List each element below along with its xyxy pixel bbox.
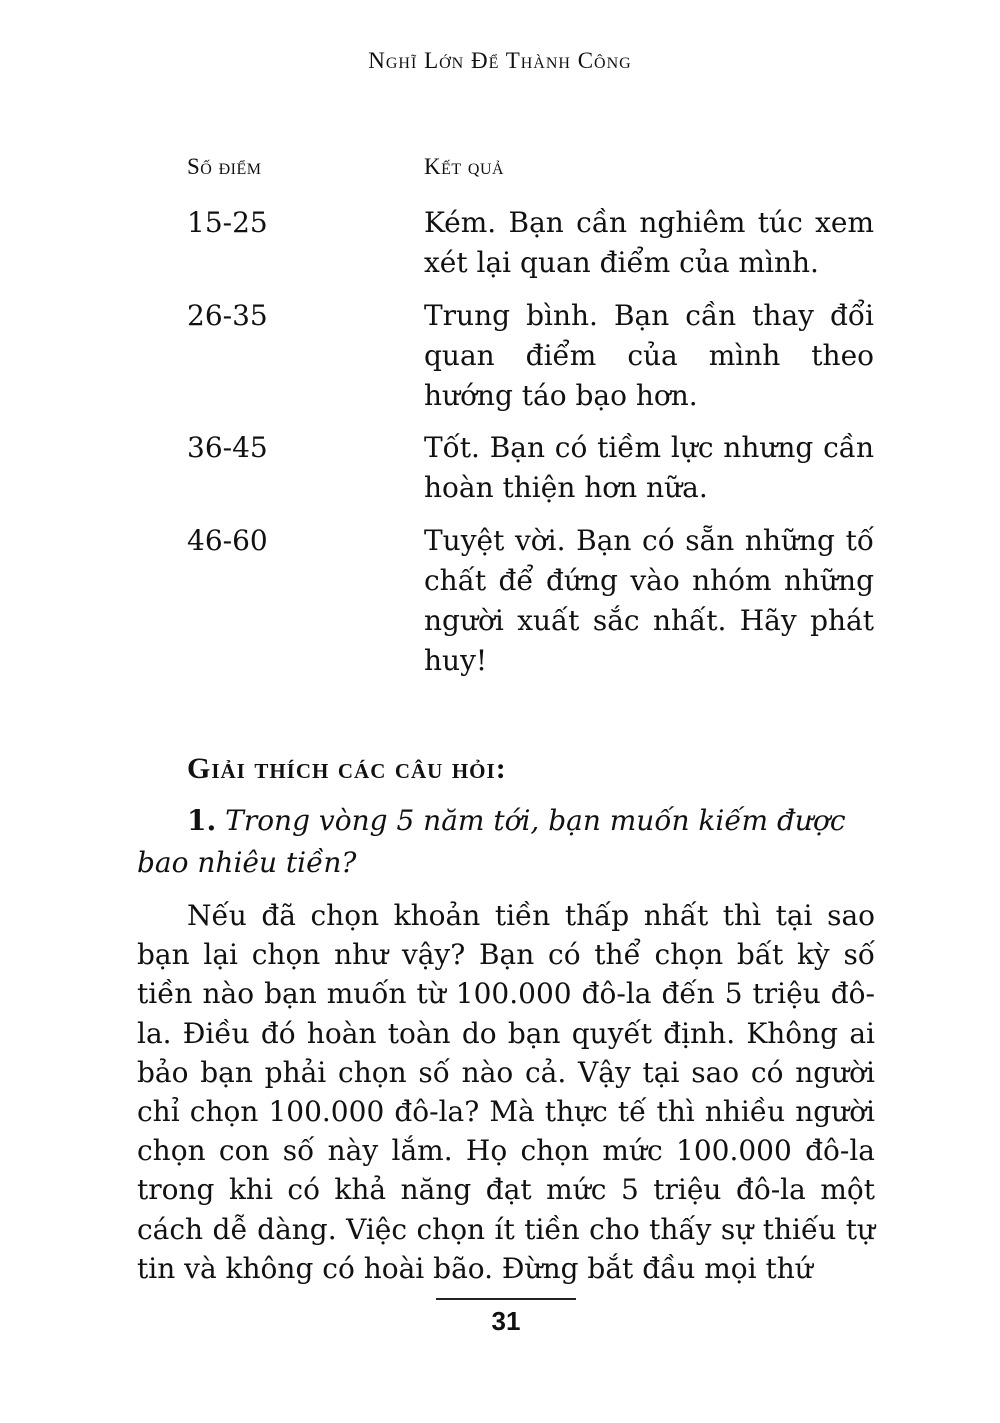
question-number: 1. bbox=[187, 804, 217, 837]
footer-divider bbox=[436, 1298, 576, 1300]
score-range: 46-60 bbox=[187, 524, 268, 557]
question-text: Trong vòng 5 năm tới, bạn muốn kiếm được bao nhiêu tiền? bbox=[137, 804, 846, 879]
score-result: Tuyệt vời. Bạn có sẵn những tố chất để đứng vào nhóm những người xuất sắc nhất. Hãy phát huy! bbox=[424, 524, 874, 677]
result-column-header: Kết quả bbox=[424, 154, 505, 179]
question-1 bbox=[137, 800, 875, 884]
score-range: 36-45 bbox=[187, 431, 268, 464]
score-result: Kém. Bạn cần nghiêm túc xem xét lại quan điểm của mình. bbox=[424, 206, 874, 279]
body-paragraph: Nếu đã chọn khoản tiền thấp nhất thì tại sao bạn lại chọn như vậy? Bạn có thể chọn bất kỳ số tiền nào bạn muốn từ 100.000 đô-la đến 5 triệu đô-la. Điều đó hoàn toàn do bạn quyết định. Không ai bảo bạn phải chọn số nào cả. Vậy tại sao có người chỉ chọn 100.000 đô-la? Mà thực tế thì nhiều người chọn con số này lắm. Họ chọn mức 100.000 đô-la trong khi có khả năng đạt mức 5 triệu đô-la một cách dễ dàng. Việc chọn ít tiền cho thấy sự thiếu tự tin và không có hoài bão. Đừng bắt đầu mọi thứ bbox=[137, 899, 875, 1285]
score-column-header: Số điểm bbox=[187, 154, 262, 179]
score-result: Trung bình. Bạn cần thay đổi quan điểm của mình theo hướng táo bạo hơn. bbox=[424, 299, 874, 412]
score-result: Tốt. Bạn có tiềm lực nhưng cần hoàn thiện hơn nữa. bbox=[424, 431, 874, 504]
section-heading: Giải thích các câu hỏi: bbox=[187, 752, 507, 785]
page-number: 31 bbox=[491, 1306, 521, 1336]
score-range: 15-25 bbox=[187, 206, 268, 239]
running-header: Nghĩ Lớn Để Thành Công bbox=[368, 48, 632, 73]
score-range: 26-35 bbox=[187, 299, 268, 332]
